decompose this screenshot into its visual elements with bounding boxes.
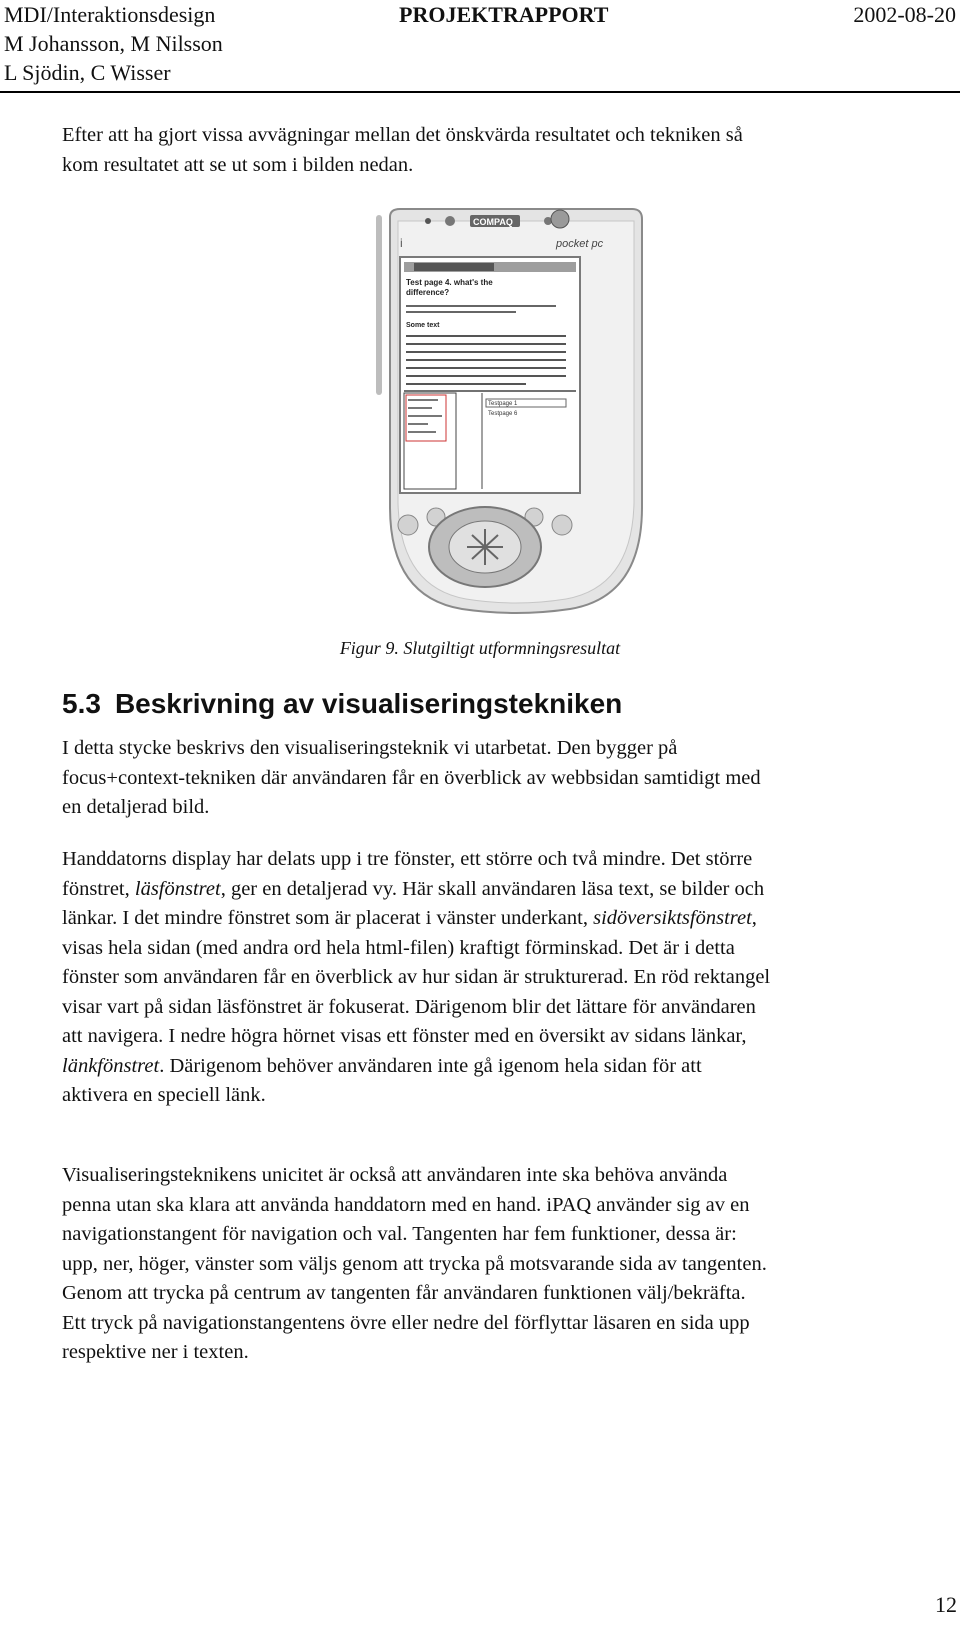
- text-line: I detta stycke beskrivs den visualiseringsteknik vi utarbetat. Den bygger på: [62, 737, 678, 759]
- intro-paragraph: [62, 121, 960, 180]
- text-line: focus+context-tekniken där användaren får en överblick av webbsidan samtidigt med: [62, 766, 761, 789]
- term-lankfonstret: länkfönstret: [62, 1054, 160, 1077]
- section-number: 5.3: [62, 688, 101, 719]
- paragraph-3: [62, 1161, 960, 1368]
- text-line: Genom att trycka på centrum av tangenten får användaren funktionen välj/bekräfta.: [62, 1282, 746, 1304]
- page-number: 12: [935, 1592, 957, 1617]
- svg-text:i: i: [400, 236, 403, 250]
- text-line: Efter att ha gjort vissa avvägningar mellan det önskvärda resultatet och tekniken så: [62, 124, 743, 146]
- text-line: en detaljerad bild.: [62, 796, 210, 818]
- link-item: Testpage 1: [488, 401, 518, 407]
- screen-subheading: Some text: [406, 322, 440, 329]
- text-line: Ett tryck på navigationstangentens övre eller nedre del förflyttar läsaren en sida upp: [62, 1311, 750, 1334]
- text-line: visas hela sidan (med andra ord hela html-filen) kraftigt förminskad. Det är i detta: [62, 936, 735, 959]
- svg-text:difference?: difference?: [406, 288, 450, 297]
- pocket-pc-figure: [370, 207, 660, 622]
- text-line: fönster som användaren får en överblick av hur sidan är strukturerad. En röd rektangel: [62, 966, 771, 988]
- text-line: fönstret, läsfönstret, ger en detaljerad vy. Här skall användaren läsa text, se bilder och: [62, 877, 765, 900]
- text-line: länkar. I det mindre fönstret som är placerat i vänster underkant, sidöversiktsfönstret,: [62, 907, 757, 929]
- paragraph-1: [62, 734, 960, 823]
- text-line: Handdatorns display har delats upp i tre fönster, ett större och två mindre. Det större: [62, 848, 753, 870]
- text-line: aktivera en speciell länk.: [62, 1084, 266, 1106]
- header-authors-line2: L Sjödin, C Wisser: [4, 60, 171, 85]
- screen-heading: Test page 4. what's the: [406, 278, 493, 287]
- brand-logo: COMPAQ: [473, 217, 513, 227]
- figure-caption: Figur 9. Slutgiltigt utformningsresultat: [339, 638, 621, 658]
- text-line: att navigera. I nedre högra hörnet visas ett fönster med en översikt av sidans länkar,: [62, 1025, 747, 1047]
- pocket-pc-image: [370, 207, 660, 622]
- header-course: MDI/Interaktionsdesign: [4, 2, 216, 27]
- text-line: upp, ner, höger, vänster som väljs genom att trycka på motsvarande sida av tangenten.: [62, 1252, 767, 1275]
- header-authors-line1: M Johansson, M Nilsson: [4, 31, 223, 56]
- text-line: länkfönstret. Därigenom behöver användaren inte gå igenom hela sidan för att: [62, 1054, 702, 1077]
- header-divider: [0, 91, 960, 93]
- product-name: pocket pc: [556, 238, 604, 250]
- section-heading: [62, 688, 622, 720]
- text-line: penna utan ska klara att använda handdatorn med en hand. iPAQ använder sig av en: [62, 1193, 750, 1216]
- header-date: 2002-08-20: [853, 2, 956, 27]
- text-line: visar vart på sidan läsfönstret är fokuserat. Därigenom blir det lättare för användaren: [62, 995, 756, 1018]
- text-line: kom resultatet att se ut som i bilden nedan.: [62, 153, 414, 176]
- section-title: Beskrivning av visualiseringstekniken: [114, 688, 623, 719]
- paragraph-2: [62, 845, 960, 1111]
- header-doc-type: PROJEKTRAPPORT: [399, 2, 609, 27]
- text-line: navigationstangent för navigation och val. Tangenten har fem funktioner, dessa är:: [62, 1223, 737, 1245]
- text-line: respektive ner i texten.: [62, 1341, 249, 1363]
- link-item: Testpage 6: [488, 411, 518, 417]
- term-sidoversiktsfonstret: sidöversiktsfönstret: [593, 907, 752, 929]
- term-lasfonstret: läsfönstret: [134, 877, 221, 900]
- text-line: Visualiseringsteknikens unicitet är också att användaren inte ska behöva använda: [62, 1164, 728, 1186]
